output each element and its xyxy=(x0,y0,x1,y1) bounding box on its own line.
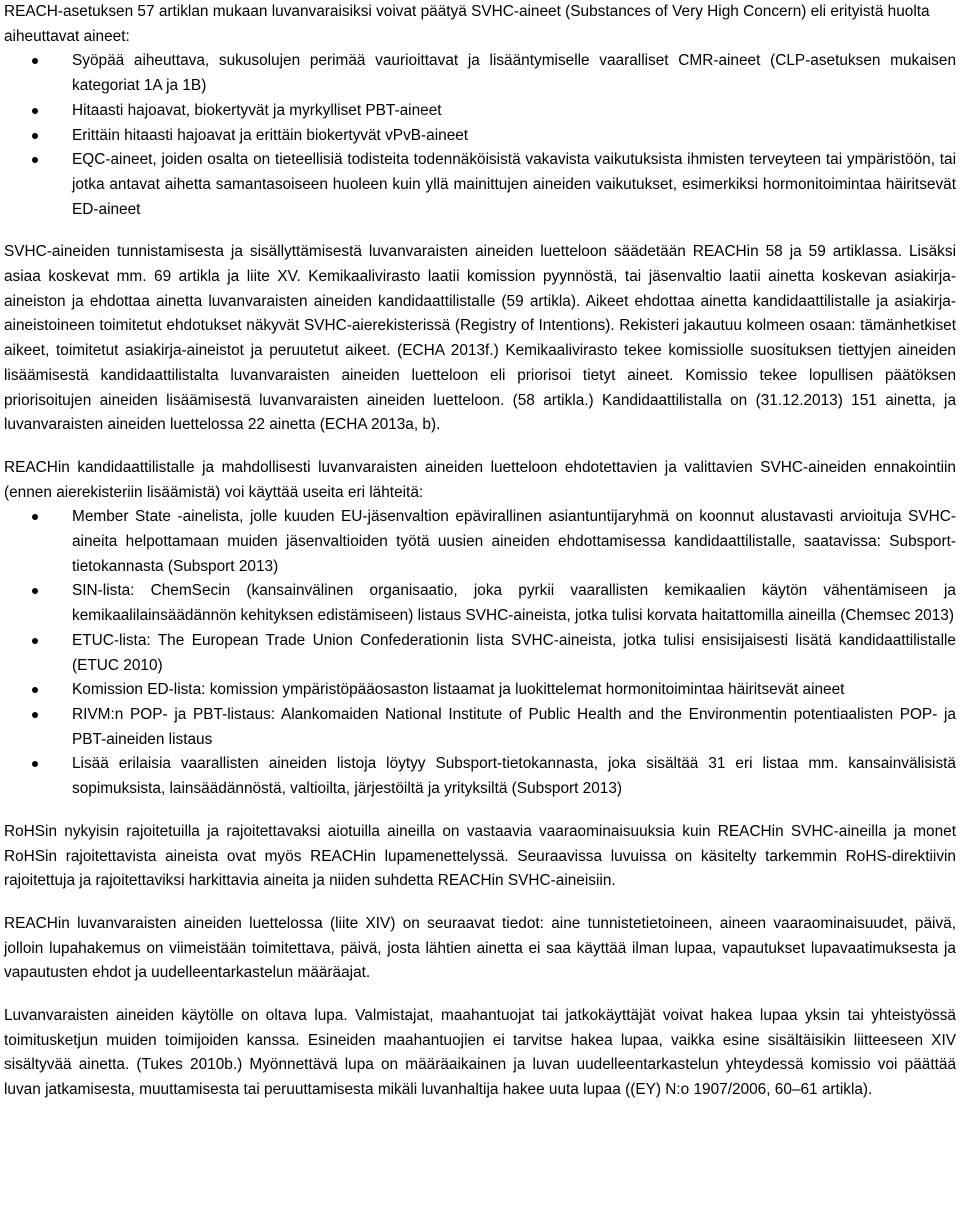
list-item: Komission ED-lista: komission ympäristöpääosaston listaamat ja luokittelemat hormonitoimintaa häiritsevät aineet xyxy=(4,678,956,703)
list-item: ETUC-lista: The European Trade Union Confederationin lista SVHC-aineista, jotka tulisi ensisijaisesti lisätä kandidaattilistalle (ETUC 2010) xyxy=(4,629,956,678)
list-item: Lisää erilaisia vaarallisten aineiden listoja löytyy Subsport-tietokannasta, joka sisältää 31 eri listaa mm. kansainvälisistä sopimuksista, lainsäädännöstä, valtioilta, järjestöiltä ja yrityksiltä (Subsport 2013) xyxy=(4,752,956,801)
list-item: EQC-aineet, joiden osalta on tieteellisiä todisteita todennäköisistä vakavista vaikutuksista ihmisten terveyteen tai ympäristöön, tai jotka antavat aihetta samantasoiseen huoleen kuin yllä mainittujen aineiden vaikutukset, esimerkiksi hormonitoimintaa häiritsevät ED-aineet xyxy=(4,148,956,222)
rohs-paragraph: RoHSin nykyisin rajoitetuilla ja rajoitettavaksi aiotuilla aineilla on vastaavia vaaraominaisuuksia kuin REACHin SVHC-aineilla ja monet RoHSin rajoitettavista aineista ovat myös REACHin lupamenettelyssä. Seuraavissa luvuissa on käsitelty tarkemmin RoHS-direktiivin rajoitettuja ja rajoitettaviksi harkittavia aineita ja niiden suhdetta REACHin SVHC-aineisiin. xyxy=(4,822,956,890)
annex-xiv-paragraph: REACHin luvanvaraisten aineiden luettelossa (liite XIV) on seuraavat tiedot: aine tunnistetietoineen, aineen vaaraominaisuudet, päivä, jolloin lupahakemus on viimeistään toimitettava, päivä, josta lähtien ainetta ei saa käyttää ilman lupaa, vapautukset lupavaatimuksesta ja vapautusten ehdot ja uudelleentarkastelun määräajat. xyxy=(4,914,956,982)
list-item: SIN-lista: ChemSecin (kansainvälinen organisaatio, joka pyrkii vaarallisten kemikaalien käytön vähentämiseen ja kemikaalilainsäädännön kehityksen edistämiseen) listaus SVHC-aineista, jotka tulisi korvata haitattomilla aineilla (Chemsec 2013) xyxy=(4,579,956,628)
list-item: Hitaasti hajoavat, biokertyvät ja myrkylliset PBT-aineet xyxy=(4,99,956,124)
permit-paragraph: Luvanvaraisten aineiden käytölle on oltava lupa. Valmistajat, maahantuojat tai jatkokäyttäjät voivat hakea lupaa yksin tai yhteistyössä toimitusketjun muiden toimijoiden kanssa. Esineiden maahantuojien ei tarvitse hakea lupaa, vaikka esine sisältäisikin liitteeseen XIV sisältyvää ainetta. (Tukes 2010b.) Myönnettävä lupa on määräaikainen ja luvan uudelleentarkastelun yhteydessä komissio voi päättää luvan jatkamisesta, muuttamisesta tai peruuttamisesta mikäli luvanhaltija hakee uuta lupaa ((EY) N:o 1907/2006, 60–61 artikla). xyxy=(4,1007,956,1099)
intro-paragraph: REACH-asetuksen 57 artiklan mukaan luvanvaraisiksi voivat päätyä SVHC-aineet (Substances of Very High Concern) eli erityistä huolta aiheuttavat aineet: xyxy=(4,3,930,45)
list-item: Erittäin hitaasti hajoavat ja erittäin biokertyvät vPvB-aineet xyxy=(4,124,956,149)
list-item: RIVM:n POP- ja PBT-listaus: Alankomaiden National Institute of Public Health and the Environmentin potentiaalisten POP- ja PBT-aineiden listaus xyxy=(4,703,956,752)
svhc-criteria-list xyxy=(4,49,956,222)
sources-intro-paragraph: REACHin kandidaattilistalle ja mahdollisesti luvanvaraisten aineiden luetteloon ehdotettavien ja valittavien SVHC-aineiden ennakointiin (ennen aierekisteriin lisäämistä) voi käyttää useita eri lähteitä: xyxy=(4,458,956,501)
sources-list xyxy=(4,505,956,801)
list-item: Member State -ainelista, jolle kuuden EU-jäsenvaltion epävirallinen asiantuntijaryhmä on koonnut alustavasti arvioituja SVHC-aineita helpottamaan muiden jäsenvaltioiden työtä uusien aineiden ehdottamisessa kandidaattilistalle, saatavissa: Subsport-tietokannasta (Subsport 2013) xyxy=(4,505,956,579)
list-item: Syöpää aiheuttava, sukusolujen perimää vaurioittavat ja lisääntymiselle vaaralliset CMR-aineet (CLP-asetuksen mukaisen kategoriat 1A ja 1B) xyxy=(4,49,956,98)
svhc-identification-paragraph: SVHC-aineiden tunnistamisesta ja sisällyttämisestä luvanvaraisten aineiden luetteloon säädetään REACHin 58 ja 59 artiklassa. Lisäksi asiaa koskevat mm. 69 artikla ja liite XV. Kemikaalivirasto laatii komission pyynnöstä, tai jäsenvaltio laatii ainetta koskevan asiakirja-aineiston ja ehdottaa ainetta luvanvaraisten aineiden kandidaattilistalle (59 artikla). Aikeet ehdottaa ainetta kandidaattilistalle ja asiakirja-aineistoineen toimitetut ehdotukset näkyvät SVHC-aierekisterissä (Registry of Intentions). Rekisteri jakautuu kolmeen osaan: tämänhetkiset aikeet, toimitetut asiakirja-aineistot ja peruutetut aikeet. (ECHA 2013f.) Kemikaalivirasto tekee komissiolle suosituksen tiettyjen aineiden lisäämisestä kandidaattilistalta luvanvaraisten aineiden luetteloon eli priorisoi tietyt aineet. Komissio tekee lopullisen päätöksen priorisoitujen aineiden lisäämisestä luvanvaraisten aineiden luetteloon. (58 artikla.) Kandidaattilistalla on (31.12.2013) 151 ainetta, ja luvanvaraisten aineiden luettelossa 22 ainetta (ECHA 2013a, b). xyxy=(4,243,956,434)
